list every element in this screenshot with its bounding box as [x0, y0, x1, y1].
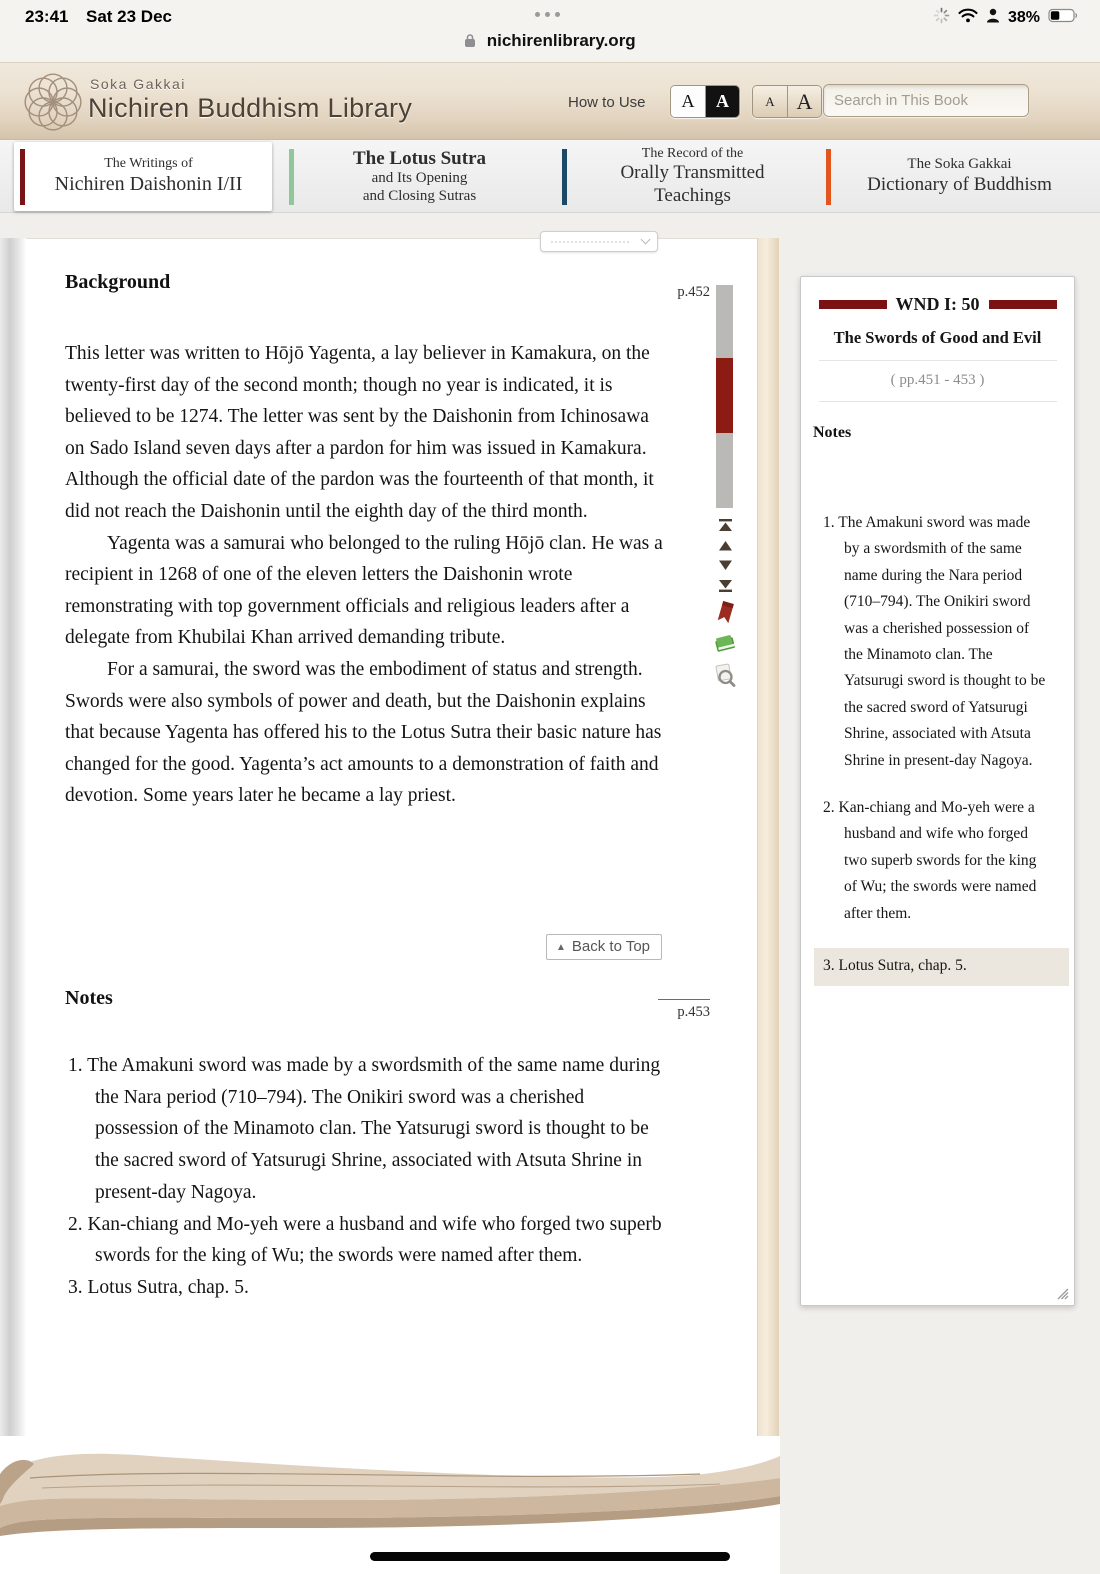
tab-line: The Soka Gakkai	[907, 156, 1012, 173]
background-heading: Background	[65, 271, 171, 293]
search-input[interactable]	[824, 85, 1029, 116]
panel-page-range: ( pp.451 - 453 )	[890, 372, 985, 388]
status-date: Sat 23 Dec	[86, 7, 172, 26]
page-marker-452[interactable]: p.452	[677, 284, 710, 300]
loading-spinner-icon	[933, 7, 950, 29]
scroll-up-icon[interactable]	[716, 540, 735, 552]
tab-line: The Record of the	[641, 145, 744, 161]
font-larger-button[interactable]: A	[787, 86, 821, 117]
font-size-group	[752, 85, 822, 118]
pages-indicator-icon	[535, 12, 560, 17]
font-smaller-button[interactable]: A	[753, 86, 787, 117]
tab-line: Orally Transmitted	[620, 162, 765, 184]
bookmark-icon[interactable]	[714, 600, 736, 626]
panel-subtitle[interactable]: The Swords of Good and Evil	[833, 328, 1042, 347]
divider	[819, 360, 1057, 361]
lock-icon	[464, 33, 476, 53]
scroll-to-bottom-icon[interactable]	[716, 578, 735, 593]
tab-writings-of-nichiren-daishonin[interactable]	[14, 142, 272, 211]
wifi-icon	[958, 8, 978, 28]
paragraph: This letter was written to Hōjō Yagenta, a lay believer in Kamakura, on the twenty-first day of the second month; though no year is indicated, it is believed to be 1274. The letter was sent by the Daishonin from Ichinosawa on Sado Island seven days after a pardon for him was issued in Kamakura. Although the official date of the pardon was the fourteenth of that month, it did not reach the Daishonin until the eighth day of the third month.	[65, 343, 654, 522]
page-tools	[710, 518, 740, 688]
tab-line: Nichiren Daishonin I/II	[54, 172, 243, 195]
tab-orally-transmitted-teachings[interactable]	[556, 140, 818, 213]
tab-dictionary-of-buddhism[interactable]	[820, 140, 1088, 213]
search-in-page-icon[interactable]	[713, 662, 737, 688]
page-scrollbar-thumb[interactable]	[716, 358, 733, 433]
notes-list	[65, 1050, 665, 1304]
title-bar-decoration	[989, 300, 1057, 309]
location-person-icon	[986, 8, 1000, 28]
paragraph: For a samurai, the sword was the embodiment of status and strength. Swords were also symbols of power and death, but the Daishonin explains that because Yagenta has offered his to the Lotus Sutra their basic nature has changed for the good. Yagenta’s act amounts to a demonstration of faith and devotion. Some years later he became a lay priest.	[65, 658, 662, 807]
tab-lotus-sutra[interactable]	[283, 140, 545, 213]
panel-title-row	[801, 294, 1074, 315]
marker-overline	[658, 999, 710, 1000]
panel-note-item[interactable]: 2. Kan-chiang and Mo-yeh were a husband and wife who forged two superb swords for the king of Wu; the swords were named after them.	[823, 799, 1037, 922]
brand-subtitle: Soka Gakkai	[90, 76, 186, 92]
dictionary-book-icon[interactable]	[712, 633, 738, 655]
how-to-use-link[interactable]: How to Use	[568, 94, 646, 111]
site-header	[0, 62, 1100, 140]
panel-title: WND I: 50	[895, 294, 980, 314]
book-bottom-illustration	[0, 1436, 780, 1540]
address-bar[interactable]	[0, 31, 1100, 53]
battery-icon	[1048, 8, 1078, 28]
triangle-up-icon: ▲	[556, 942, 566, 953]
background-text	[65, 338, 663, 812]
dropdown-placeholder	[551, 241, 629, 243]
book-right-page-edge	[757, 238, 779, 1460]
title-bar-decoration	[819, 300, 887, 309]
scroll-to-top-icon[interactable]	[716, 518, 735, 533]
page-scrollbar-track[interactable]	[716, 433, 733, 508]
page-select-dropdown[interactable]	[540, 231, 658, 252]
tab-line: and Its Opening	[371, 170, 468, 187]
panel-notes-label: Notes	[813, 424, 852, 441]
note-item: 1. The Amakuni sword was made by a swordsmith of the same name during the Nara period (710–794). The Onikiri sword was a cherished possession of the Minamoto clan. The Yatsurugi sword is thought to be the sacred sword of Yatsurugi Shrine, associated with Atsuta Shrine in present-day Nagoya.	[68, 1055, 661, 1203]
status-time: 23:41	[25, 7, 69, 26]
status-bar	[0, 0, 1100, 62]
chevron-down-icon	[641, 235, 651, 245]
battery-percent: 38%	[1007, 9, 1040, 26]
note-item: 2. Kan-chiang and Mo-yeh were a husband and wife who forged two superb swords for the king of Wu; the swords were named after them.	[68, 1213, 662, 1267]
home-indicator[interactable]	[370, 1552, 730, 1561]
tab-line: and Closing Sutras	[362, 187, 477, 204]
dark-mode-button[interactable]: A	[705, 86, 739, 117]
tab-line: Dictionary of Buddhism	[867, 174, 1052, 196]
back-to-top-button[interactable]: ▲ Back to Top	[546, 934, 662, 960]
tab-line: Teachings	[654, 184, 731, 206]
url-text: nichirenlibrary.org	[486, 31, 636, 50]
page-marker-453[interactable]: p.453	[610, 999, 710, 1021]
divider	[819, 401, 1057, 402]
notes-heading: Notes	[65, 987, 113, 1009]
scroll-down-icon[interactable]	[716, 559, 735, 571]
panel-note-highlight	[814, 948, 1069, 985]
book-left-page-edge	[0, 238, 26, 1460]
side-panel	[800, 276, 1075, 1306]
soka-gakkai-logo-icon[interactable]	[20, 68, 86, 139]
book-search	[823, 84, 1029, 117]
page-scrollbar-track[interactable]	[716, 285, 733, 358]
resize-handle-icon[interactable]	[1057, 1288, 1069, 1300]
note-item: 3. Lotus Sutra, chap. 5.	[68, 1276, 249, 1298]
tab-line: The Writings of	[104, 156, 193, 172]
panel-notes-list	[801, 510, 1074, 986]
paragraph: Yagenta was a samurai who belonged to the ruling Hōjō clan. He was a recipient in 1268 of one of the eleven letters the Daishonin wrote remonstrating with top government officials and religious leaders after a delegate from Khubilai Khan arrived demanding tribute.	[65, 532, 663, 649]
panel-note-item[interactable]: 3. Lotus Sutra, chap. 5.	[823, 957, 967, 975]
brand-title[interactable]: Nichiren Buddhism Library	[88, 93, 413, 123]
panel-note-item[interactable]: 1. The Amakuni sword was made by a swordsmith of the same name during the Nara period (710–794). The Onikiri sword was a cherished possession of the Minamoto clan. The Yatsurugi sword is thought to be the sacred sword of Yatsurugi Shrine, associated with Atsuta Shrine in present-day Nagoya.	[823, 514, 1046, 769]
tab-line: The Lotus Sutra	[352, 147, 487, 169]
light-mode-button[interactable]: A	[671, 86, 705, 117]
contrast-toggle-group	[670, 85, 740, 118]
